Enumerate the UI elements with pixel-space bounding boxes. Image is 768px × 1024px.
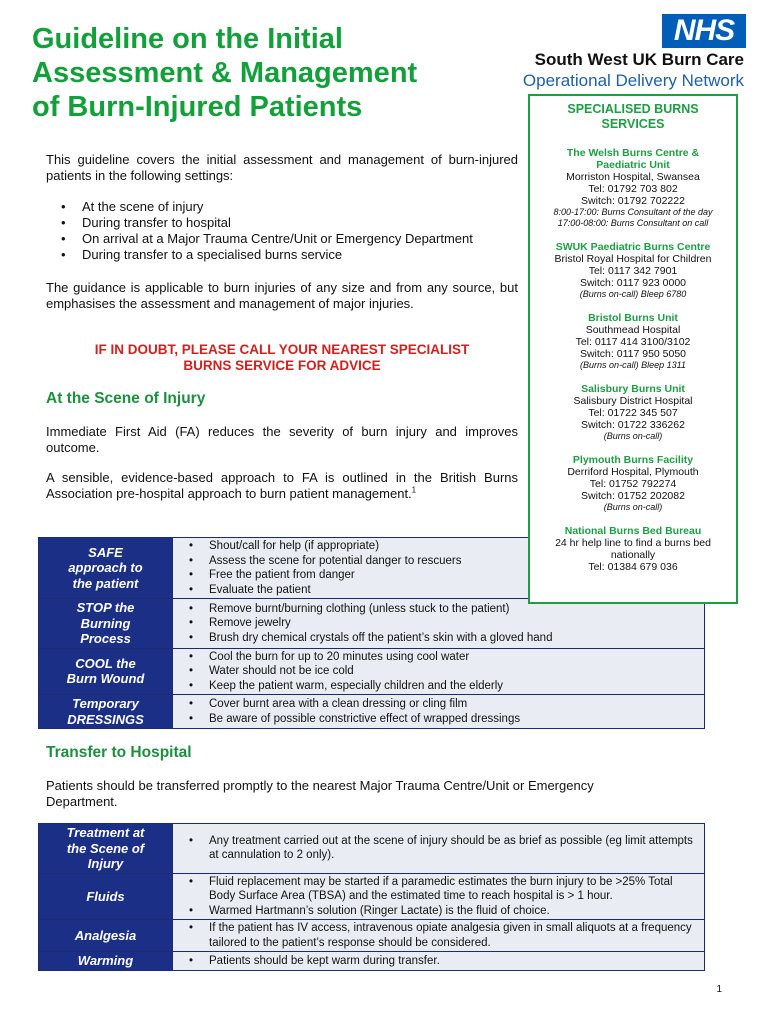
table-row: [39, 648, 705, 695]
service-note: (Burns on-call): [603, 502, 663, 512]
list-item: • Warmed Hartmann’s solution (Ringer Lactate) is the fluid of choice.: [187, 904, 698, 919]
service-entry: [534, 525, 732, 573]
row-label: [39, 952, 173, 971]
label-line: Temporary: [72, 696, 139, 711]
list-item: • If the patient has IV access, intravenous opiate analgesia given in small aliquots at a frequency tailored to the patient’s response should be considered.: [187, 921, 698, 950]
service-phone: Tel: 01384 679 036: [588, 561, 678, 573]
service-name: The Welsh Burns Centre &: [566, 147, 700, 159]
label-line: Analgesia: [74, 927, 137, 943]
settings-item: • At the scene of injury: [46, 199, 526, 215]
service-phone: Tel: 0117 342 7901: [588, 265, 678, 277]
label-line: SAFE: [88, 544, 123, 560]
service-entry: [534, 454, 732, 513]
service-name: Bristol Burns Unit: [588, 312, 678, 324]
transfer-heading: Transfer to Hospital: [46, 744, 192, 761]
settings-list: [46, 199, 526, 263]
service-switch: Switch: 01752 202082: [581, 490, 685, 502]
settings-item: • During transfer to a specialised burns service: [46, 247, 526, 263]
service-entry: [534, 383, 732, 442]
label-line: COOL the: [75, 655, 136, 671]
list-item: • Fluid replacement may be started if a paramedic estimates the burn injury to be >25% Total Body Surface Area (TBSA) and the estimated time to reach hospital is > 1 hour.: [187, 875, 698, 904]
row-label: [39, 648, 173, 695]
row-label: [39, 599, 173, 649]
services-title: [534, 102, 732, 132]
table-row: [39, 695, 705, 729]
list-item: • Remove jewelry: [187, 616, 698, 631]
advice-warning-line-1: IF IN DOUBT, PLEASE CALL YOUR NEAREST SPECIALIST: [94, 342, 470, 357]
list-item: • Any treatment carried out at the scene of injury should be as brief as possible (eg limit attempts at cannulation to 2 only).: [187, 834, 698, 863]
list-item: • Keep the patient warm, especially children and the elderly: [187, 679, 698, 694]
service-hospital: Southmead Hospital: [585, 324, 681, 336]
service-phone: Tel: 0117 414 3100/3102: [575, 336, 691, 348]
list-item: • Free the patient from danger: [187, 568, 698, 583]
services-title-line: SERVICES: [601, 117, 665, 131]
row-content: [173, 695, 705, 729]
reference-marker: 1: [411, 485, 417, 495]
service-phone: Tel: 01722 345 507: [588, 407, 678, 419]
row-label: [39, 920, 173, 952]
service-entry: [534, 312, 732, 371]
service-note: (Burns on-call) Bleep 1311: [580, 360, 686, 370]
transfer-table: [38, 823, 705, 971]
service-name: Plymouth Burns Facility: [572, 454, 694, 466]
organisation-subtitle: Operational Delivery Network: [522, 71, 744, 90]
row-label: [39, 538, 173, 599]
service-switch: Switch: 0117 923 0000: [579, 277, 687, 289]
label-line: Treatment at: [66, 825, 145, 840]
service-name: Paediatric Unit: [596, 159, 670, 171]
label-line: Burning: [80, 615, 131, 631]
service-hospital: Bristol Royal Hospital for Children: [554, 253, 712, 265]
list-item: • Be aware of possible constrictive effect of wrapped dressings: [187, 712, 698, 727]
row-label: [39, 873, 173, 920]
list-item: • Water should not be ice cold: [187, 664, 698, 679]
title-line-2: Assessment & Management: [32, 57, 418, 89]
service-phone: Tel: 01792 703 802: [588, 183, 678, 195]
settings-item: • On arrival at a Major Trauma Centre/Unit or Emergency Department: [46, 231, 526, 247]
service-note: 17:00-08:00: Burns Consultant on call: [557, 218, 709, 228]
row-content: [173, 648, 705, 695]
intro-paragraph: This guideline covers the initial assessment and management of burn-injured patients in the following settings:: [46, 152, 518, 183]
scene-heading: At the Scene of Injury: [46, 390, 206, 407]
service-note: 8:00-17:00: Burns Consultant of the day: [553, 207, 713, 217]
table-row: [39, 873, 705, 920]
row-content: [173, 920, 705, 952]
organisation-name: South West UK Burn Care: [534, 50, 744, 69]
row-content: [173, 952, 705, 971]
label-line: the Scene of: [66, 840, 145, 856]
first-aid-paragraph: Immediate First Aid (FA) reduces the severity of burn injury and improves outcome.: [46, 424, 518, 455]
service-switch: Switch: 01722 336262: [581, 419, 685, 431]
list-item: • Patients should be kept warm during transfer.: [187, 954, 698, 969]
list-item: • Assess the scene for potential danger to rescuers: [187, 554, 698, 569]
transfer-paragraph: Patients should be transferred promptly to the nearest Major Trauma Centre/Unit or Emergency Department.: [46, 778, 594, 809]
label-line: Injury: [87, 856, 124, 871]
label-line: STOP the: [76, 600, 135, 615]
table-row: [39, 599, 705, 649]
document-title: [32, 22, 472, 124]
list-item: • Cover burnt area with a clean dressing or cling film: [187, 697, 698, 712]
service-name: Salisbury Burns Unit: [581, 383, 685, 395]
table-row: [39, 824, 705, 874]
row-label: [39, 695, 173, 729]
services-title-line: SPECIALISED BURNS: [567, 102, 699, 116]
list-item: • Remove burnt/burning clothing (unless stuck to the patient): [187, 602, 698, 617]
label-line: the patient: [72, 575, 139, 591]
service-switch: Switch: 01792 702222: [581, 195, 685, 207]
row-content: [173, 873, 705, 920]
list-item: • Shout/call for help (if appropriate): [187, 539, 698, 554]
approach-text: A sensible, evidence-based approach to FA is outlined in the British Burns Association pre-hospital approach to burn patient management.: [46, 470, 518, 501]
services-box: [528, 94, 738, 604]
nhs-logo: NHS: [662, 14, 746, 48]
service-name: SWUK Paediatric Burns Centre: [555, 241, 711, 253]
title-line-3: of Burn-Injured Patients: [32, 91, 363, 123]
service-entry: [534, 147, 732, 229]
service-name: National Burns Bed Bureau: [564, 525, 702, 537]
label-line: Burn Wound: [66, 671, 145, 687]
row-label: [39, 824, 173, 874]
label-line: DRESSINGS: [67, 711, 144, 727]
service-hospital: Salisbury District Hospital: [573, 395, 693, 407]
title-line-1: Guideline on the Initial: [32, 23, 343, 55]
advice-warning: [46, 342, 518, 374]
service-hospital: Morriston Hospital, Swansea: [566, 171, 700, 183]
service-phone: Tel: 01752 792274: [589, 478, 677, 490]
list-item: • Cool the burn for up to 20 minutes using cool water: [187, 650, 698, 665]
advice-warning-line-2: BURNS SERVICE FOR ADVICE: [183, 358, 381, 373]
list-item: • Evaluate the patient: [187, 583, 698, 598]
label-line: Warming: [77, 953, 134, 968]
label-line: Fluids: [86, 888, 125, 904]
table-row: [39, 952, 705, 971]
service-switch: Switch: 0117 950 5050: [579, 348, 687, 360]
list-item: • Brush dry chemical crystals off the patient’s skin with a gloved hand: [187, 631, 698, 646]
settings-item: • During transfer to hospital: [46, 215, 526, 231]
table-row: [39, 920, 705, 952]
label-line: Process: [80, 631, 131, 646]
approach-paragraph: [46, 470, 518, 501]
service-note: (Burns on-call): [603, 431, 663, 441]
service-hospital: Derriford Hospital, Plymouth: [567, 466, 699, 478]
service-note: (Burns on-call) Bleep 6780: [579, 289, 687, 299]
guidance-paragraph: The guidance is applicable to burn injuries of any size and from any source, but emphasises the assessment and management of major injuries.: [46, 280, 518, 311]
row-content: [173, 599, 705, 649]
page-number: 1: [716, 984, 722, 995]
row-content: [173, 824, 705, 874]
service-description: nationally: [610, 549, 656, 561]
label-line: approach to: [68, 560, 143, 576]
service-entry: [534, 241, 732, 300]
service-description: 24 hr help line to find a burns bed: [555, 537, 711, 549]
